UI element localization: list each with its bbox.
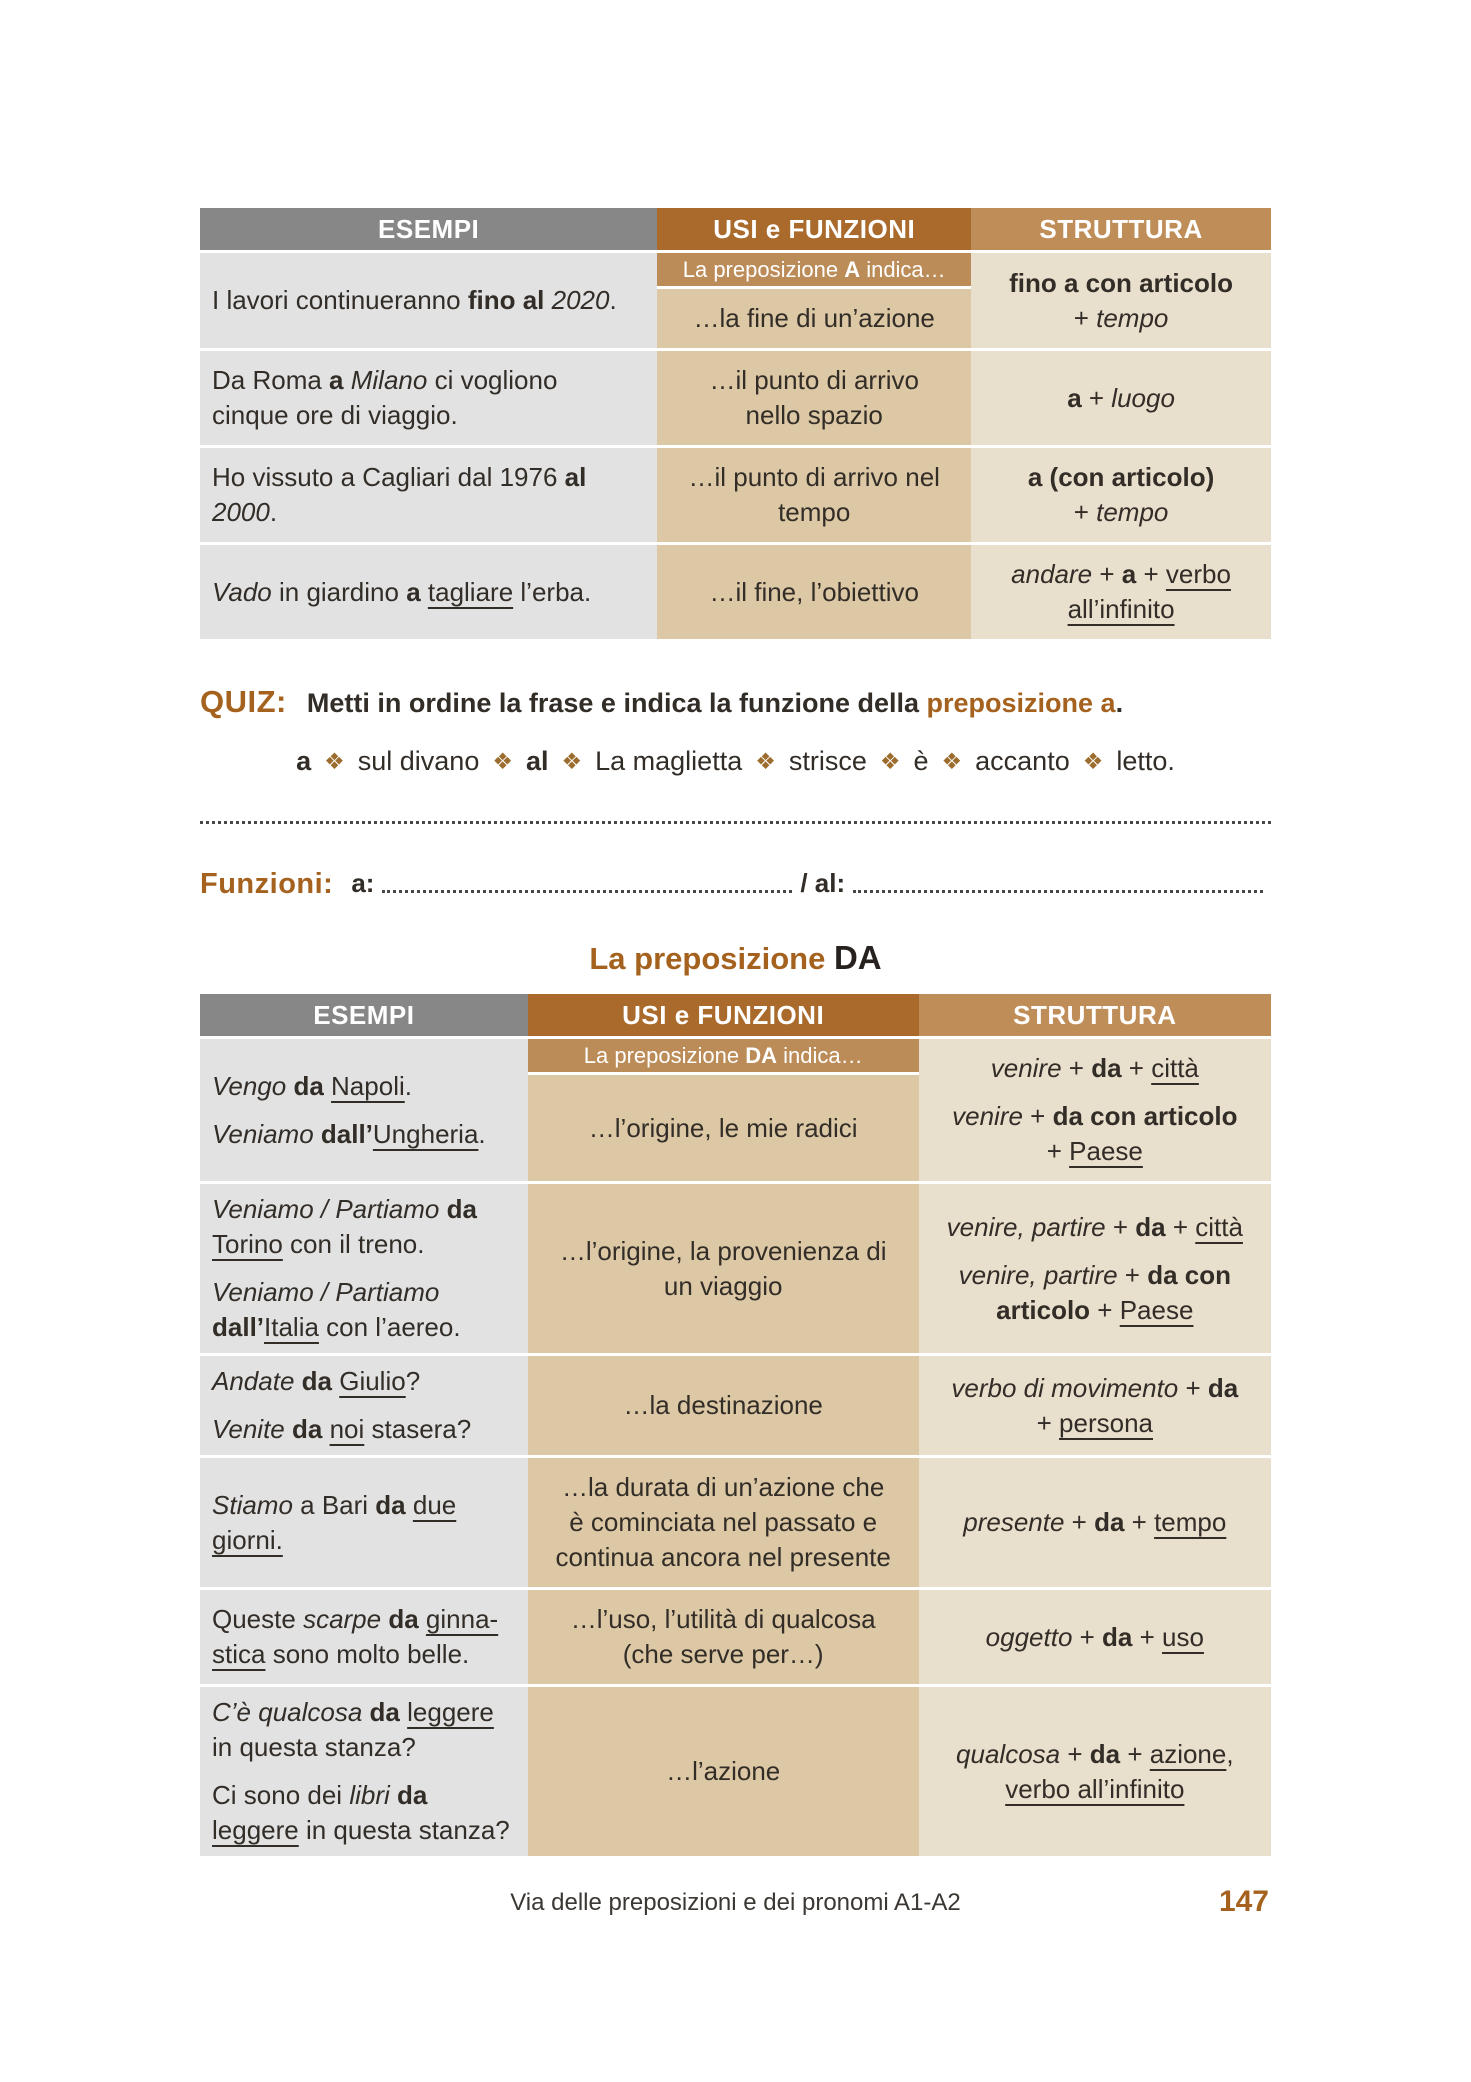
text-line — [212, 283, 651, 318]
table-cell-usi — [528, 1184, 919, 1353]
text-segment: Ho vissuto a Cagliari dal 1976 — [212, 462, 565, 492]
text-segment — [439, 1194, 446, 1224]
text-segment: + — [1036, 1407, 1060, 1438]
scramble-token: al — [525, 746, 549, 776]
text-line — [536, 1111, 911, 1146]
text-segment: libri — [349, 1780, 390, 1810]
text-segment: 2020 — [551, 285, 610, 315]
text-segment: + — [1120, 1738, 1150, 1769]
table-cell-esempi — [200, 545, 657, 639]
text-segment: verbo — [1165, 559, 1231, 589]
text-line — [212, 1778, 522, 1813]
text-segment: verbo di movimento — [951, 1372, 1179, 1403]
text-segment: …l’azione — [666, 1756, 781, 1786]
table-cell-usi — [657, 351, 971, 445]
text-segment: giorni. — [212, 1524, 283, 1555]
answer-leader — [382, 890, 792, 893]
text-segment: continua ancora nel presente — [555, 1542, 891, 1572]
text-segment: presente — [963, 1507, 1065, 1537]
text-segment: (che serve per…) — [622, 1639, 824, 1669]
table-subheader — [657, 253, 971, 286]
text-segment: città — [1195, 1211, 1243, 1242]
text-segment: dall’ — [212, 1312, 265, 1342]
text-line — [927, 1134, 1263, 1169]
text-segment — [314, 1119, 321, 1149]
text-segment: + — [1124, 1507, 1155, 1537]
text-segment: + — [1081, 382, 1112, 413]
table-cell-esempi — [200, 448, 657, 542]
text-line — [665, 398, 963, 433]
text-segment: indica… — [860, 257, 946, 282]
text-line — [536, 1388, 911, 1423]
text-segment: al — [564, 462, 587, 492]
quiz-label: QUIZ: — [200, 684, 287, 719]
table-cell-struttura — [919, 1356, 1271, 1455]
text-segment: + — [1121, 1053, 1152, 1083]
quiz-instruction-period: . — [1115, 688, 1124, 718]
answer-leader — [853, 890, 1263, 893]
quiz-heading — [200, 684, 1271, 720]
text-line — [927, 1620, 1263, 1655]
text-segment: Italia — [264, 1312, 319, 1342]
text-segment: + — [1072, 1621, 1103, 1652]
text-segment — [390, 1780, 397, 1810]
preposizione-da-table — [200, 991, 1271, 1859]
text-line — [212, 363, 651, 398]
text-segment: fino al — [467, 285, 545, 315]
text-segment: Venite — [212, 1414, 285, 1444]
text-line — [927, 1258, 1263, 1293]
text-line — [665, 495, 963, 530]
text-segment: con il treno. — [282, 1229, 425, 1259]
text-segment: stasera? — [364, 1414, 472, 1444]
text-segment: + — [1132, 1621, 1163, 1652]
text-segment — [324, 1071, 331, 1101]
diamond-icon: ❖ — [941, 748, 963, 774]
text-segment: Torino — [212, 1229, 283, 1259]
text-segment: a — [1067, 382, 1082, 413]
text-segment: 2000 — [212, 497, 270, 527]
text-segment: + — [1073, 497, 1097, 527]
text-line — [212, 495, 651, 530]
text-segment: …l’origine, la provenienza di — [559, 1235, 887, 1266]
text-segment: …il punto di arrivo nel — [688, 462, 940, 492]
answer-line — [200, 821, 1271, 824]
text-line — [979, 266, 1263, 301]
text-segment: Andate — [212, 1366, 295, 1396]
text-line — [212, 1227, 522, 1262]
text-line — [536, 1470, 911, 1505]
column-header-struttura: STRUTTURA — [971, 208, 1271, 250]
text-segment: tagliare — [427, 576, 514, 607]
text-segment — [419, 1604, 426, 1634]
scramble-token: strisce — [788, 746, 867, 776]
preposizione-a-table — [200, 205, 1271, 642]
text-segment: …l’origine, le mie radici — [588, 1112, 858, 1143]
funzioni-key-al: / al: — [800, 868, 846, 898]
text-line — [212, 460, 651, 495]
scrambled-sentence — [200, 746, 1271, 777]
funzioni-row — [200, 868, 1271, 901]
text-line — [927, 1051, 1263, 1086]
quiz-instruction-text: Metti in ordine la frase e indica la funzione della — [306, 688, 927, 718]
text-segment: . — [478, 1118, 486, 1149]
text-segment: all’infinito — [1067, 594, 1175, 624]
text-segment: venire, partire — [946, 1211, 1106, 1242]
text-segment: tempo — [778, 497, 851, 527]
text-line — [212, 1275, 522, 1310]
text-line — [927, 1293, 1263, 1328]
text-segment: …il punto di arrivo — [709, 365, 919, 395]
funzioni-key-a: a: — [351, 868, 375, 898]
text-segment: . — [609, 285, 617, 315]
text-segment: da — [1094, 1507, 1125, 1537]
text-line — [979, 301, 1263, 336]
scramble-token: è — [913, 746, 929, 776]
diamond-icon: ❖ — [492, 748, 513, 774]
text-segment: tempo — [1154, 1507, 1227, 1537]
text-segment: da con articolo — [1052, 1101, 1238, 1131]
text-segment: + — [1090, 1294, 1120, 1325]
table-cell-struttura — [919, 1458, 1271, 1587]
scramble-token: La maglietta — [595, 746, 743, 776]
table-cell-struttura — [971, 448, 1271, 542]
table-cell-struttura — [919, 1687, 1271, 1856]
text-segment: La preposizione — [583, 1043, 746, 1068]
scramble-token: sul divano — [357, 746, 480, 776]
text-line — [212, 1813, 522, 1848]
text-segment: Vado — [212, 576, 272, 607]
text-line — [665, 301, 963, 336]
scramble-token: letto. — [1116, 746, 1175, 776]
diamond-icon: ❖ — [879, 748, 901, 774]
text-segment: da — [375, 1489, 406, 1520]
table-cell-usi — [657, 448, 971, 542]
text-segment: noi — [329, 1414, 365, 1444]
text-line — [536, 1234, 911, 1269]
text-segment: da — [301, 1366, 332, 1396]
text-segment: venire, partire — [958, 1259, 1118, 1290]
text-segment: a Bari — [292, 1489, 376, 1520]
table-cell-struttura — [919, 1590, 1271, 1684]
text-line — [927, 1099, 1263, 1134]
text-segment: a — [329, 365, 344, 395]
text-line — [528, 1039, 919, 1072]
text-line — [536, 1754, 911, 1789]
text-line — [212, 1488, 522, 1523]
text-segment — [406, 1490, 413, 1520]
text-segment: A — [844, 257, 861, 282]
text-segment: da — [397, 1780, 428, 1810]
footer-book-title: Via delle preposizioni e dei pronomi A1-A2 — [510, 1889, 961, 1916]
text-segment — [421, 577, 428, 607]
text-segment: + — [1136, 559, 1166, 589]
text-segment: da — [1102, 1621, 1133, 1652]
text-segment: stica — [212, 1639, 266, 1669]
text-segment: ci vogliono — [427, 365, 558, 395]
text-segment: …la fine di un’azione — [693, 303, 935, 333]
text-line — [657, 253, 971, 286]
text-segment: …la durata di un’azione che — [562, 1472, 885, 1502]
text-line — [979, 557, 1263, 592]
text-segment: uso — [1162, 1621, 1204, 1652]
table-cell-struttura — [919, 1039, 1271, 1181]
text-line — [536, 1602, 911, 1637]
text-segment: Paese — [1069, 1136, 1143, 1166]
text-line — [927, 1737, 1263, 1772]
text-segment: + — [1092, 559, 1122, 589]
text-line — [212, 1117, 522, 1152]
text-segment: . — [269, 497, 278, 527]
text-segment: città — [1151, 1053, 1199, 1083]
page-footer — [200, 1885, 1271, 1918]
text-segment: articolo — [996, 1294, 1091, 1325]
text-segment: andare — [1011, 559, 1093, 589]
text-line — [212, 1637, 522, 1672]
section-title — [200, 939, 1271, 977]
text-segment: a — [1121, 559, 1137, 589]
text-segment: Veniamo — [212, 1118, 314, 1149]
text-segment: indica… — [776, 1043, 863, 1068]
text-segment: Vengo — [212, 1070, 287, 1101]
text-segment: , — [1226, 1738, 1234, 1769]
text-segment: ginna- — [425, 1604, 499, 1634]
diamond-icon: ❖ — [1082, 748, 1104, 774]
table-cell-esempi — [200, 1184, 528, 1353]
text-segment: Veniamo / Partiamo — [212, 1194, 440, 1224]
preposizione-da-section — [200, 991, 1271, 1859]
table-cell-esempi — [200, 1687, 528, 1856]
text-line — [927, 1406, 1263, 1441]
text-segment: + — [1105, 1211, 1136, 1242]
text-segment: da — [293, 1070, 324, 1101]
text-segment: da — [446, 1194, 477, 1224]
text-segment: + — [1046, 1136, 1070, 1166]
text-line — [212, 398, 651, 433]
table-subheader — [528, 1039, 919, 1072]
text-segment: in questa stanza? — [212, 1732, 416, 1762]
text-segment: fino a con articolo — [1009, 267, 1234, 298]
text-segment: ? — [405, 1366, 421, 1396]
text-segment: l’erba. — [513, 576, 592, 607]
text-line — [536, 1637, 911, 1672]
text-line — [979, 495, 1263, 530]
text-line — [665, 460, 963, 495]
column-header-esempi: ESEMPI — [200, 208, 657, 250]
scramble-token: accanto — [975, 746, 1070, 776]
text-segment: verbo all’infinito — [1005, 1773, 1185, 1804]
table-cell-esempi — [200, 351, 657, 445]
text-segment: sono molto belle. — [265, 1639, 470, 1669]
table-cell-usi — [528, 1687, 919, 1856]
text-segment: La preposizione — [682, 257, 845, 282]
text-line — [536, 1269, 911, 1304]
text-segment: due — [412, 1489, 457, 1520]
text-line — [212, 1412, 522, 1447]
table-cell-esempi — [200, 1356, 528, 1455]
table-cell-esempi — [200, 253, 657, 348]
text-segment: Giulio — [339, 1366, 406, 1396]
text-line — [979, 460, 1263, 495]
text-segment: qualcosa — [956, 1738, 1061, 1769]
funzioni-label: Funzioni: — [200, 868, 334, 900]
text-segment: nello spazio — [745, 400, 883, 430]
scramble-token: a — [296, 746, 312, 776]
text-line — [536, 1505, 911, 1540]
text-segment: da — [1135, 1211, 1166, 1242]
text-segment: I lavori continueranno — [212, 285, 468, 315]
text-line — [212, 1523, 522, 1558]
text-segment — [362, 1697, 369, 1727]
text-segment: Napoli — [331, 1070, 405, 1101]
table-cell-usi — [528, 1075, 919, 1181]
text-line — [665, 575, 963, 610]
text-segment: leggere — [407, 1697, 494, 1727]
text-line — [927, 1505, 1263, 1540]
text-segment: leggere — [212, 1815, 299, 1845]
text-segment: + — [1073, 302, 1097, 333]
text-segment: luogo — [1111, 382, 1175, 413]
text-line — [212, 1730, 522, 1765]
text-segment — [344, 365, 351, 395]
text-segment: venire — [952, 1101, 1023, 1131]
text-segment: venire — [990, 1053, 1062, 1083]
text-segment: in questa stanza? — [298, 1815, 510, 1845]
text-segment: + — [1117, 1259, 1148, 1290]
text-segment: . — [404, 1070, 412, 1101]
table-cell-struttura — [971, 351, 1271, 445]
table-cell-struttura — [971, 545, 1271, 639]
text-segment: …la destinazione — [623, 1390, 823, 1420]
text-segment: Da Roma — [212, 365, 330, 395]
text-segment: Ungheria — [372, 1118, 479, 1149]
text-segment: da — [369, 1697, 400, 1727]
text-segment: cinque ore di viaggio. — [212, 400, 458, 430]
section-title-emphasis: DA — [833, 939, 882, 976]
text-segment: + — [1061, 1053, 1092, 1083]
table-cell-usi — [657, 545, 971, 639]
text-segment: + — [1165, 1211, 1196, 1242]
table-cell-usi — [528, 1590, 919, 1684]
text-segment — [294, 1366, 301, 1396]
text-segment: tempo — [1096, 497, 1169, 527]
text-segment: da — [388, 1604, 419, 1634]
text-segment — [322, 1414, 329, 1444]
table-cell-usi — [528, 1458, 919, 1587]
text-segment: …l’uso, l’utilità di qualcosa — [570, 1604, 876, 1634]
text-line — [212, 1364, 522, 1399]
section-title-prefix: La preposizione — [589, 941, 826, 976]
column-header-esempi: ESEMPI — [200, 994, 528, 1036]
text-line — [212, 1695, 522, 1730]
text-segment: azione — [1149, 1738, 1227, 1769]
table-cell-esempi — [200, 1590, 528, 1684]
text-line — [212, 1069, 522, 1104]
text-line — [927, 1772, 1263, 1807]
text-segment: Paese — [1119, 1294, 1194, 1325]
text-segment: scarpe — [303, 1604, 382, 1634]
page-content — [200, 205, 1271, 1917]
column-header-struttura: STRUTTURA — [919, 994, 1271, 1036]
text-line — [212, 1192, 522, 1227]
text-segment — [544, 285, 551, 315]
text-segment: un viaggio — [663, 1270, 783, 1301]
text-segment: Milano — [350, 365, 428, 395]
text-line — [927, 1371, 1263, 1406]
text-segment: a (con articolo) — [1027, 462, 1215, 492]
text-segment: in giardino — [271, 576, 407, 607]
table-cell-struttura — [971, 253, 1271, 348]
text-line — [212, 1310, 522, 1345]
text-segment: con l’aereo. — [318, 1312, 461, 1342]
text-line — [212, 1602, 522, 1637]
text-line — [536, 1540, 911, 1575]
text-segment: Stiamo — [212, 1489, 293, 1520]
text-segment: a — [406, 576, 421, 607]
text-segment: Veniamo / Partiamo — [212, 1277, 440, 1307]
text-line — [665, 363, 963, 398]
diamond-icon: ❖ — [324, 748, 345, 774]
text-segment: dall’ — [320, 1118, 373, 1149]
text-segment: da con — [1147, 1259, 1232, 1290]
text-segment: da — [292, 1414, 323, 1444]
text-line — [212, 575, 651, 610]
table-cell-esempi — [200, 1039, 528, 1181]
diamond-icon: ❖ — [561, 748, 583, 774]
table-cell-esempi — [200, 1458, 528, 1587]
text-line — [979, 381, 1263, 416]
table-cell-usi — [528, 1356, 919, 1455]
column-header-usi-funzioni: USI e FUNZIONI — [528, 994, 919, 1036]
text-line — [927, 1210, 1263, 1245]
text-segment: oggetto — [985, 1621, 1073, 1652]
text-segment: persona — [1059, 1407, 1153, 1438]
text-segment: + — [1178, 1372, 1208, 1403]
text-segment: Queste — [212, 1604, 304, 1634]
text-segment: + — [1064, 1507, 1095, 1537]
text-segment: da — [1091, 1053, 1122, 1083]
text-segment: DA — [745, 1043, 777, 1068]
text-segment: Ci sono dei — [212, 1780, 350, 1810]
column-header-usi-funzioni: USI e FUNZIONI — [657, 208, 971, 250]
text-segment — [285, 1414, 292, 1444]
table-cell-struttura — [919, 1184, 1271, 1353]
page-number: 147 — [1218, 1885, 1269, 1918]
quiz-instruction — [307, 688, 1123, 719]
table-cell-usi — [657, 289, 971, 348]
text-segment: da — [1207, 1372, 1239, 1403]
diamond-icon: ❖ — [755, 748, 776, 774]
text-segment: …il fine, l’obiettivo — [709, 576, 919, 607]
text-line — [979, 592, 1263, 627]
quiz-instruction-accent: preposizione a — [926, 688, 1116, 718]
text-segment: C’è qualcosa — [212, 1697, 363, 1727]
text-segment: da — [1089, 1738, 1121, 1769]
text-segment: + — [1022, 1101, 1053, 1131]
text-segment: tempo — [1096, 302, 1169, 333]
text-segment: + — [1060, 1738, 1090, 1769]
text-segment: è cominciata nel passato e — [569, 1507, 878, 1537]
